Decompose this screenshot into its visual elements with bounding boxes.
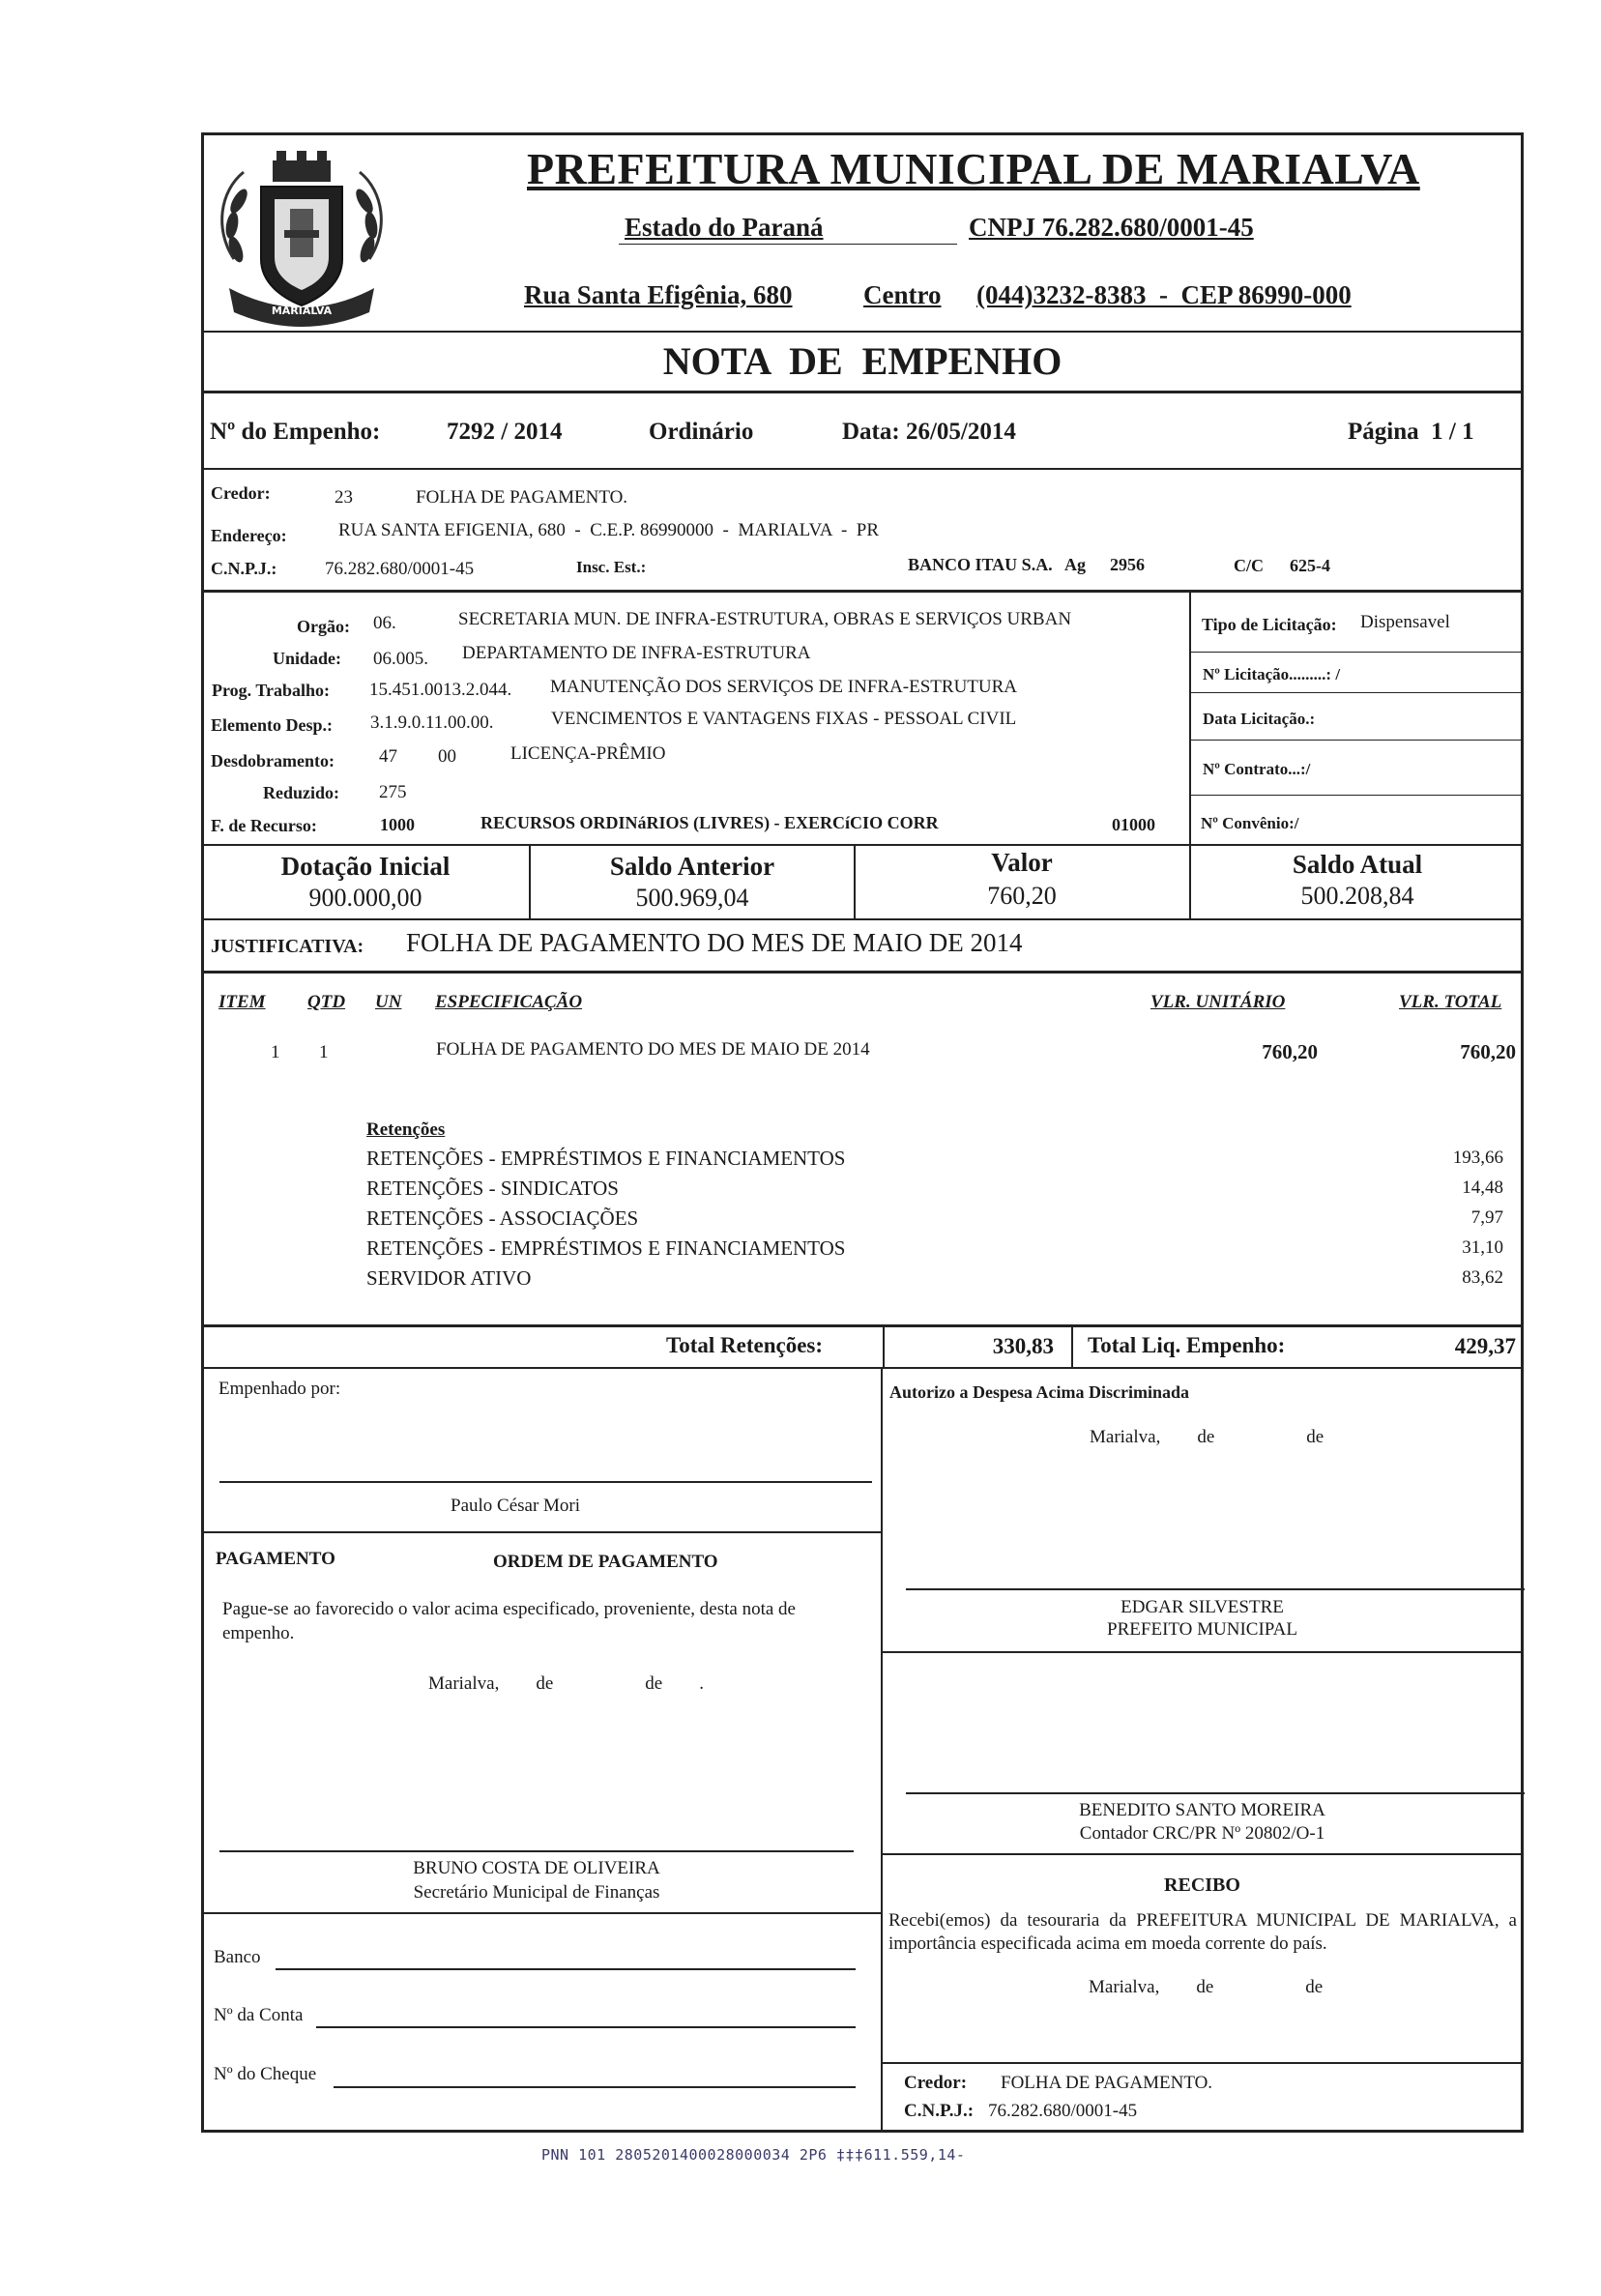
divider <box>1189 592 1191 845</box>
recibo-text: Recebi(emos) da tesouraria da PREFEITURA MUNICIPAL DE MARIALVA, a importância especificada acima em moeda corrente do país. <box>888 1910 1517 1954</box>
desdobramento-a: 47 <box>379 746 397 767</box>
ordem-pagamento-title: ORDEM DE PAGAMENTO <box>493 1552 718 1572</box>
empenhado-por-label: Empenhado por: <box>218 1379 341 1399</box>
prog-code: 15.451.0013.2.044. <box>369 680 512 700</box>
divider <box>201 331 1524 333</box>
desdobramento-label: Desdobramento: <box>211 751 335 770</box>
saldo-atual-value: 500.208,84 <box>1300 882 1414 910</box>
empenhado-por-name: Paulo César Mori <box>451 1496 581 1516</box>
pagamento-date: Marialva, de de . <box>428 1673 704 1694</box>
district-header: Centro <box>863 280 942 309</box>
empenho-number: 7292 / 2014 <box>447 419 563 445</box>
retencao-label: RETENÇÕES - SINDICATOS <box>366 1177 619 1200</box>
autorizo-label: Autorizo a Despesa Acima Discriminada <box>889 1382 1189 1402</box>
contrato-number: Nº Contrato...:/ <box>1203 760 1311 778</box>
divider <box>201 971 1524 974</box>
state-label: Estado do Paraná <box>625 213 824 242</box>
retencao-label: RETENÇÕES - EMPRÉSTIMOS E FINANCIAMENTOS <box>366 1236 846 1260</box>
valor-label: Valor <box>991 848 1053 877</box>
state-underline <box>619 244 957 245</box>
orgao-code: 06. <box>373 613 396 633</box>
pagamento-title: PAGAMENTO <box>216 1549 335 1569</box>
orgao-label: Orgão: <box>297 617 350 636</box>
licitacao-number: Nº Licitação.........: / <box>1203 665 1341 683</box>
signature-line <box>219 1850 854 1852</box>
row-desc: FOLHA DE PAGAMENTO DO MES DE MAIO DE 2014 <box>436 1039 870 1060</box>
page-title: PREFEITURA MUNICIPAL DE MARIALVA <box>527 144 1420 193</box>
divider <box>1189 692 1524 693</box>
account-number: 625-4 <box>1290 556 1330 575</box>
retencao-value: 31,10 <box>1462 1237 1503 1258</box>
divider <box>1189 740 1524 741</box>
recibo-cnpj: 76.282.680/0001-45 <box>988 2101 1138 2121</box>
divider <box>201 1531 881 1533</box>
saldo-anterior-value: 500.969,04 <box>635 884 749 912</box>
licitacao-type: Dispensavel <box>1360 612 1450 632</box>
divider <box>1189 652 1524 653</box>
orgao-name: SECRETARIA MUN. DE INFRA-ESTRUTURA, OBRAS E SERVIÇOS URBAN <box>458 609 1072 629</box>
recurso-name: RECURSOS ORDINáRIOS (LIVRES) - EXERCíCIO CORR <box>480 813 939 832</box>
cnpj-label: C.N.P.J.: <box>211 559 277 578</box>
col-especificacao: ESPECIFICAÇÃO <box>435 992 583 1012</box>
divider <box>881 1853 1524 1855</box>
divider <box>201 1912 881 1914</box>
row-total: 760,20 <box>1460 1040 1516 1063</box>
row-item: 1 <box>271 1042 280 1062</box>
contador-title: Contador CRC/PR Nº 20802/O-1 <box>1079 1823 1325 1844</box>
divider <box>883 1325 885 1368</box>
bank-name: BANCO ITAU S.A. <box>908 555 1053 574</box>
reduzido-label: Reduzido: <box>263 783 340 802</box>
recibo-credor-name: FOLHA DE PAGAMENTO. <box>1001 2073 1213 2093</box>
signature-line <box>219 1481 872 1483</box>
divider <box>1189 795 1524 796</box>
divider <box>201 1367 1524 1369</box>
divider <box>201 1324 1524 1327</box>
empenho-type: Ordinário <box>649 419 754 445</box>
cheque-label: Nº do Cheque <box>214 2064 317 2084</box>
unidade-label: Unidade: <box>273 649 342 668</box>
coat-of-arms-logo <box>205 143 398 336</box>
banco-field[interactable] <box>276 1968 856 1970</box>
elemento-label: Elemento Desp.: <box>211 715 333 735</box>
divider <box>881 1651 1524 1653</box>
retencao-value: 83,62 <box>1462 1267 1503 1288</box>
page-number: Página 1 / 1 <box>1348 419 1474 445</box>
reduzido-value: 275 <box>379 782 407 802</box>
retencao-value: 14,48 <box>1462 1177 1503 1198</box>
justificativa-text: FOLHA DE PAGAMENTO DO MES DE MAIO DE 2014 <box>406 928 1023 957</box>
address-header: Rua Santa Efigênia, 680 <box>524 280 793 309</box>
licitacao-type-label: Tipo de Licitação: <box>1202 615 1337 634</box>
signature-line <box>906 1588 1525 1590</box>
empenho-date: Data: 26/05/2014 <box>842 419 1016 445</box>
autorizo-date: Marialva, de de <box>1090 1427 1324 1447</box>
secretario-name: BRUNO COSTA DE OLIVEIRA <box>413 1858 660 1878</box>
divider <box>201 844 1524 846</box>
total-retencoes-value: 330,83 <box>992 1334 1054 1358</box>
col-item: ITEM <box>218 992 266 1012</box>
credor-code: 23 <box>335 487 353 508</box>
convenio-number: Nº Convênio:/ <box>1201 814 1299 832</box>
col-vlr-unitario: VLR. UNITÁRIO <box>1150 992 1286 1012</box>
retencao-label: RETENÇÕES - ASSOCIAÇÕES <box>366 1206 639 1230</box>
prefeito-name: EDGAR SILVESTRE <box>1121 1597 1284 1617</box>
banco-label: Banco <box>214 1947 261 1967</box>
desdobramento-name: LICENÇA-PRÊMIO <box>510 743 666 764</box>
prog-name: MANUTENÇÃO DOS SERVIÇOS DE INFRA-ESTRUTURA <box>550 677 1018 697</box>
unidade-code: 06.005. <box>373 649 428 669</box>
retencao-label: RETENÇÕES - EMPRÉSTIMOS E FINANCIAMENTOS <box>366 1147 846 1170</box>
elemento-code: 3.1.9.0.11.00.00. <box>370 712 494 733</box>
recibo-date: Marialva, de de <box>1089 1977 1324 1997</box>
empenho-number-label: Nº do Empenho: <box>210 419 381 445</box>
agency-number: 2956 <box>1110 555 1145 574</box>
dotacao-value: 900.000,00 <box>308 884 422 912</box>
row-unit: 760,20 <box>1262 1040 1318 1063</box>
dotacao-label: Dotação Inicial <box>280 852 451 881</box>
divider <box>201 918 1524 920</box>
cnpj-header: CNPJ 76.282.680/0001-45 <box>969 213 1254 242</box>
address-label: Endereço: <box>211 526 287 545</box>
prog-label: Prog. Trabalho: <box>212 681 331 700</box>
footer-code: PNN 101 2805201400028000034 2P6 ‡‡‡611.559,14- <box>541 2146 966 2164</box>
saldo-anterior-label: Saldo Anterior <box>609 852 775 881</box>
col-qtd: QTD <box>307 992 346 1012</box>
divider <box>201 590 1524 593</box>
row-qtd: 1 <box>319 1042 329 1062</box>
retencao-value: 7,97 <box>1470 1207 1503 1228</box>
recurso-code: 1000 <box>380 815 415 834</box>
credor-label: Credor: <box>211 483 271 503</box>
desdobramento-b: 00 <box>438 746 456 767</box>
elemento-name: VENCIMENTOS E VANTAGENS FIXAS - PESSOAL CIVIL <box>551 709 1017 729</box>
col-vlr-total: VLR. TOTAL <box>1399 992 1502 1012</box>
prefeito-title: PREFEITO MUNICIPAL <box>1107 1619 1297 1640</box>
recurso-number: 01000 <box>1112 815 1155 834</box>
pague-se-text: Pague-se ao favorecido o valor acima especificado, proveniente, desta nota de empenho. <box>222 1599 796 1643</box>
recibo-cnpj-label: C.N.P.J.: <box>904 2101 975 2121</box>
total-liq-value: 429,37 <box>1454 1334 1516 1358</box>
saldo-atual-label: Saldo Atual <box>1292 850 1423 879</box>
licitacao-date: Data Licitação.: <box>1203 710 1316 728</box>
total-retencoes-label: Total Retenções: <box>666 1333 824 1357</box>
doc-title: NOTA DE EMPENHO <box>662 339 1062 383</box>
retencoes-title: Retenções <box>366 1119 446 1140</box>
svg-text:MARIALVA: MARIALVA <box>271 305 333 317</box>
recibo-credor-label: Credor: <box>904 2073 968 2093</box>
insc-label: Insc. Est.: <box>576 558 647 576</box>
agency-label: Ag <box>1064 555 1086 574</box>
signature-line <box>906 1792 1525 1794</box>
divider <box>201 468 1524 470</box>
conta-field[interactable] <box>316 2026 856 2028</box>
account-label: C/C <box>1234 556 1264 575</box>
recibo-title: RECIBO <box>1164 1875 1240 1896</box>
retencao-label: SERVIDOR ATIVO <box>366 1266 532 1290</box>
credor-name: FOLHA DE PAGAMENTO. <box>416 487 628 508</box>
unidade-name: DEPARTAMENTO DE INFRA-ESTRUTURA <box>462 643 811 663</box>
credor-cnpj: 76.282.680/0001-45 <box>325 559 475 579</box>
justificativa-label: JUSTIFICATIVA: <box>211 936 364 957</box>
retencao-value: 193,66 <box>1452 1148 1503 1168</box>
divider <box>1071 1325 1073 1368</box>
cheque-field[interactable] <box>334 2086 856 2088</box>
col-un: UN <box>375 992 402 1012</box>
contador-name: BENEDITO SANTO MOREIRA <box>1079 1800 1325 1820</box>
recurso-label: F. de Recurso: <box>211 816 317 835</box>
total-liq-label: Total Liq. Empenho: <box>1088 1333 1286 1357</box>
phone-cep-header: (044)3232-8383 - CEP 86990-000 <box>976 280 1352 309</box>
conta-label: Nº da Conta <box>214 2005 304 2025</box>
divider <box>881 1368 883 2133</box>
divider <box>201 391 1524 393</box>
credor-address: RUA SANTA EFIGENIA, 680 - C.E.P. 86990000 - MARIALVA - PR <box>338 520 880 540</box>
divider <box>881 2062 1524 2064</box>
secretario-title: Secretário Municipal de Finanças <box>413 1882 660 1903</box>
valor-value: 760,20 <box>987 882 1057 910</box>
